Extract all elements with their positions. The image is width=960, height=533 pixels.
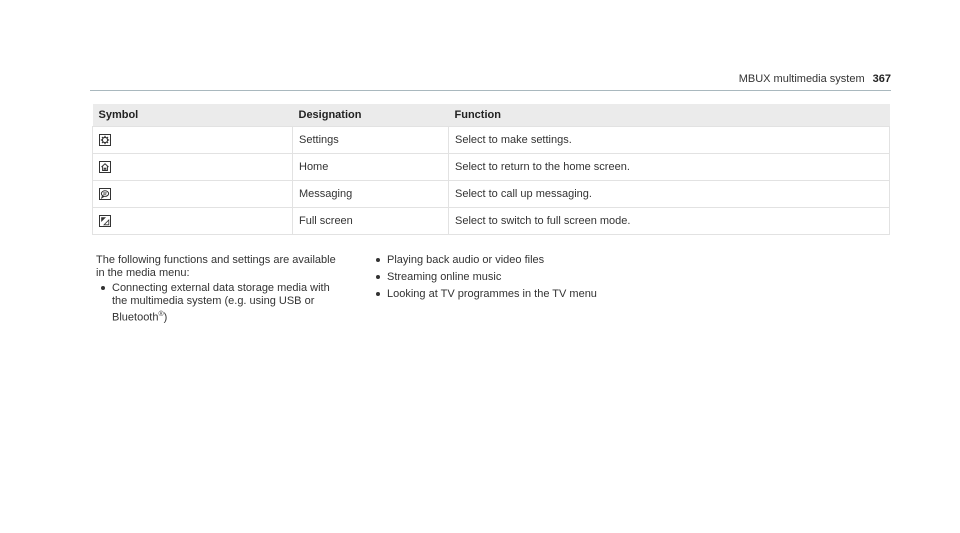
section-title: MBUX multimedia system — [738, 73, 865, 85]
designation-cell: Full screen — [293, 208, 449, 235]
page-header — [739, 73, 891, 85]
symbol-cell — [93, 208, 293, 235]
function-cell: Select to return to the home screen. — [449, 154, 890, 181]
designation-cell: Messaging — [293, 181, 449, 208]
list-item — [98, 282, 346, 325]
table-row — [93, 181, 890, 208]
symbol-table — [92, 104, 890, 235]
list-item: Streaming online music — [373, 271, 673, 284]
column-header-symbol: Symbol — [93, 104, 293, 127]
table-row — [93, 208, 890, 235]
table-row — [93, 154, 890, 181]
messaging-icon — [99, 188, 111, 200]
symbol-cell — [93, 154, 293, 181]
list-item-tail: ) — [163, 311, 168, 324]
list-item: Playing back audio or video files — [373, 254, 673, 267]
designation-cell: Settings — [293, 127, 449, 154]
registered-mark: ® — [158, 311, 164, 318]
symbol-cell — [93, 181, 293, 208]
symbol-cell — [93, 127, 293, 154]
column-header-function: Function — [449, 104, 890, 127]
full-screen-icon — [99, 215, 111, 227]
designation-cell: Home — [293, 154, 449, 181]
list-item-text: Connecting external data storage media with the multimedia system (e.g. using USB or Bluetooth — [112, 282, 330, 324]
table-row — [93, 127, 890, 154]
list-item: Looking at TV programmes in the TV menu — [373, 288, 673, 301]
table-header-row — [93, 104, 890, 127]
function-cell: Select to make settings. — [449, 127, 890, 154]
settings-gear-icon — [99, 134, 111, 146]
intro-paragraph: The following functions and settings are available in the media menu: — [96, 254, 336, 279]
left-bullet-list — [98, 282, 346, 325]
function-cell: Select to switch to full screen mode. — [449, 208, 890, 235]
media-menu-intro-column — [96, 254, 346, 329]
function-cell: Select to call up messaging. — [449, 181, 890, 208]
media-menu-features-column — [373, 254, 673, 305]
page-number: 367 — [872, 73, 891, 85]
home-icon — [99, 161, 111, 173]
right-bullet-list — [373, 254, 673, 301]
header-divider — [90, 90, 891, 91]
column-header-designation: Designation — [293, 104, 449, 127]
